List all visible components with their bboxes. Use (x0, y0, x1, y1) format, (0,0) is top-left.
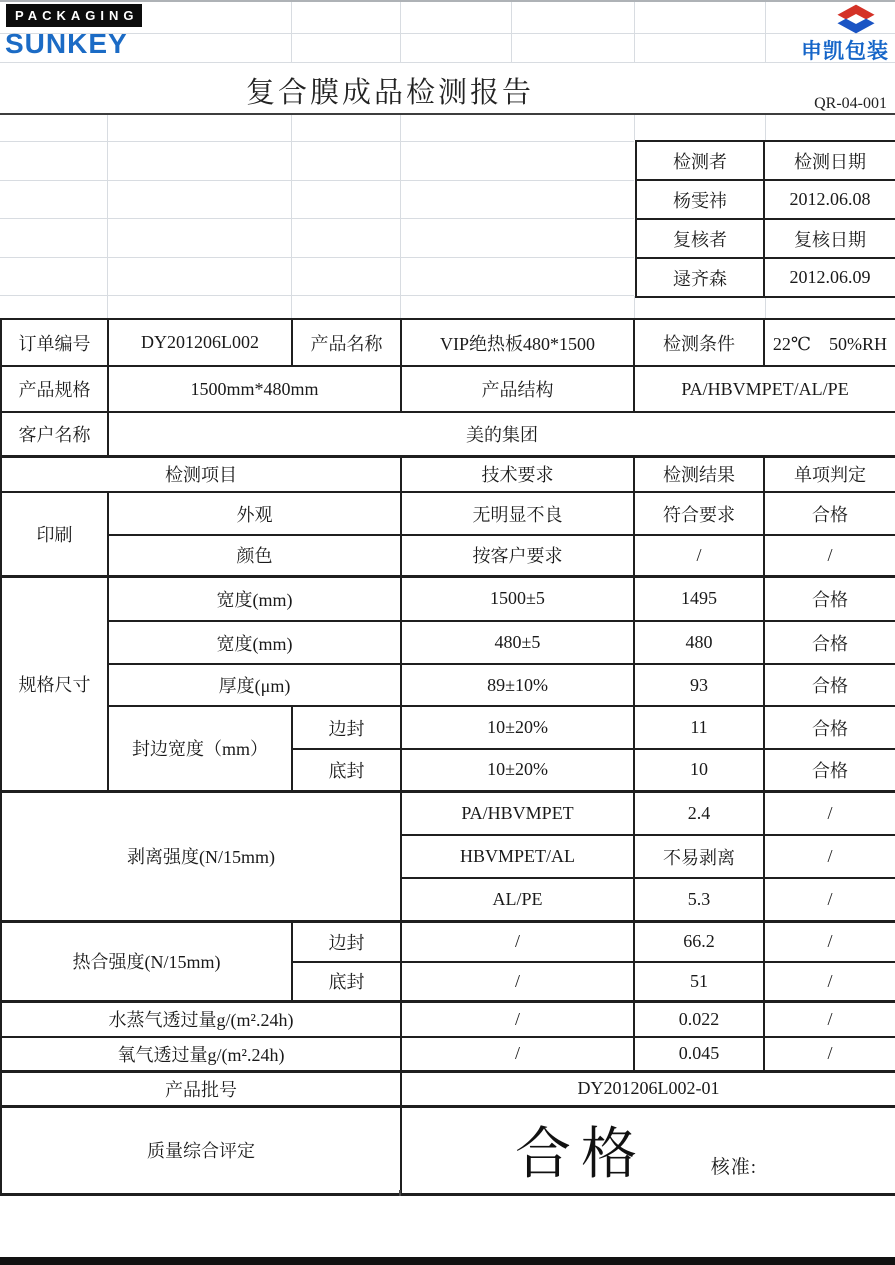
result-cell: 11 (634, 706, 764, 749)
results-table (0, 318, 895, 1196)
reviewer-header: 复核者 (636, 219, 764, 258)
inspector-name: 杨雯祎 (636, 180, 764, 219)
product-name-value: VIP绝热板480*1500 (401, 319, 634, 366)
grid-line (0, 33, 895, 34)
item-cell: 边封 (292, 921, 401, 962)
inspect-date-header: 检测日期 (764, 141, 895, 180)
judgment-cell: / (764, 878, 895, 921)
grid-line (0, 295, 634, 296)
product-spec-value: 1500mm*480mm (108, 366, 401, 412)
requirement-cell: 按客户要求 (401, 535, 634, 576)
grid-line (511, 2, 512, 62)
item-cell: 外观 (108, 492, 401, 535)
print-row (1, 492, 895, 535)
reviewer-name: 逯齐森 (636, 258, 764, 297)
judgment-cell: 合格 (764, 621, 895, 664)
product-name-label: 产品名称 (292, 319, 401, 366)
col-header-requirement: 技术要求 (401, 456, 634, 492)
order-no-value: DY201206L002 (108, 319, 292, 366)
overall-cell (401, 1106, 895, 1194)
requirement-cell: 无明显不良 (401, 492, 634, 535)
requirement-cell: 480±5 (401, 621, 634, 664)
result-cell: / (634, 535, 764, 576)
dimensions-group-label: 规格尺寸 (1, 576, 108, 791)
customer-row (1, 412, 895, 456)
inspector-header: 检测者 (636, 141, 764, 180)
result-cell: 480 (634, 621, 764, 664)
inspector-table (635, 140, 895, 298)
grid-line (634, 2, 635, 62)
peel-group-label: 剥离强度(N/15mm) (1, 791, 401, 921)
table-row (636, 180, 895, 219)
result-cell: 1495 (634, 576, 764, 621)
wvtr-label: 水蒸气透过量g/(m².24h) (1, 1001, 401, 1037)
otr-row (1, 1037, 895, 1071)
table-row (636, 258, 895, 297)
review-date-header: 复核日期 (764, 219, 895, 258)
shenkai-logo-icon (830, 3, 882, 35)
result-cell: 0.045 (634, 1037, 764, 1071)
col-header-item: 检测项目 (1, 456, 401, 492)
requirement-cell: / (401, 921, 634, 962)
order-info-row (1, 319, 895, 366)
requirement-cell: / (401, 1037, 634, 1071)
item-cell: AL/PE (401, 878, 634, 921)
grid-line (634, 296, 635, 318)
judgment-cell: / (764, 835, 895, 878)
grid-line (0, 0, 895, 2)
overall-row (1, 1106, 895, 1194)
result-cell: 符合要求 (634, 492, 764, 535)
grid-line (0, 180, 634, 181)
grid-line (291, 115, 292, 318)
grid-line (0, 141, 634, 142)
results-header-row (1, 456, 895, 492)
batch-row (1, 1071, 895, 1106)
batch-value: DY201206L002-01 (401, 1071, 895, 1106)
item-cell: 底封 (292, 962, 401, 1001)
print-group-label: 印刷 (1, 492, 108, 576)
item-cell: 边封 (292, 706, 401, 749)
grid-line (0, 218, 634, 219)
judgment-cell: / (764, 791, 895, 835)
judgment-cell: 合格 (764, 664, 895, 706)
packaging-logo: PACKAGING (6, 4, 142, 27)
requirement-cell: 10±20% (401, 749, 634, 791)
grid-line (765, 2, 766, 62)
grid-line (0, 257, 634, 258)
result-cell: 0.022 (634, 1001, 764, 1037)
grid-line (107, 115, 108, 318)
grid-line (400, 115, 401, 318)
item-cell: PA/HBVMPET (401, 791, 634, 835)
dimension-row (1, 576, 895, 621)
judgment-cell: 合格 (764, 576, 895, 621)
requirement-cell: / (401, 962, 634, 1001)
heat-seal-row (1, 921, 895, 962)
judgment-cell: 合格 (764, 492, 895, 535)
seal-width-label: 封边宽度（mm） (108, 706, 292, 791)
overall-wrap (402, 1108, 895, 1193)
grid-line (0, 62, 895, 63)
grid-line (765, 115, 766, 140)
bottom-bar (0, 1257, 895, 1265)
item-cell: 宽度(mm) (108, 621, 401, 664)
table-row (636, 141, 895, 180)
test-condition-value: 22℃ 50%RH (764, 319, 895, 366)
grid-stub (399, 1190, 401, 1196)
peel-row (1, 791, 895, 835)
judgment-cell: 合格 (764, 706, 895, 749)
result-cell: 10 (634, 749, 764, 791)
judgment-cell: 合格 (764, 749, 895, 791)
seal-width-row (1, 706, 895, 749)
grid-line (400, 2, 401, 62)
requirement-cell: 89±10% (401, 664, 634, 706)
grid-line (291, 2, 292, 62)
judgment-cell: / (764, 1001, 895, 1037)
col-header-result: 检测结果 (634, 456, 764, 492)
review-date: 2012.06.09 (764, 258, 895, 297)
product-structure-label: 产品结构 (401, 366, 634, 412)
customer-label: 客户名称 (1, 412, 108, 456)
requirement-cell: / (401, 1001, 634, 1037)
result-cell: 不易剥离 (634, 835, 764, 878)
col-header-judgment: 单项判定 (764, 456, 895, 492)
result-cell: 2.4 (634, 791, 764, 835)
overall-label: 质量综合评定 (1, 1106, 401, 1194)
product-spec-label: 产品规格 (1, 366, 108, 412)
heat-seal-group-label: 热合强度(N/15mm) (1, 921, 292, 1001)
title-rule (0, 113, 895, 115)
item-cell: 底封 (292, 749, 401, 791)
wvtr-row (1, 1001, 895, 1037)
dimension-row (1, 621, 895, 664)
shenkai-logo-text: 申凯包装 (801, 40, 889, 63)
requirement-cell: 10±20% (401, 706, 634, 749)
otr-label: 氧气透过量g/(m².24h) (1, 1037, 401, 1071)
table-row (636, 219, 895, 258)
item-cell: 颜色 (108, 535, 401, 576)
overall-result: 合格 (515, 1124, 647, 1186)
batch-label: 产品批号 (1, 1071, 401, 1106)
spec-row (1, 366, 895, 412)
doc-code: QR-04-001 (814, 95, 887, 112)
judgment-cell: / (764, 1037, 895, 1071)
result-cell: 93 (634, 664, 764, 706)
grid-line (765, 296, 766, 318)
order-no-label: 订单编号 (1, 319, 108, 366)
report-title: 复合膜成品检测报告 (245, 77, 534, 109)
sunkey-logo-text: SUNKEY (5, 28, 128, 59)
product-structure-value: PA/HBVMPET/AL/PE (634, 366, 895, 412)
dimension-row (1, 664, 895, 706)
result-cell: 66.2 (634, 921, 764, 962)
item-cell: 宽度(mm) (108, 576, 401, 621)
grid-line (634, 115, 635, 140)
item-cell: HBVMPET/AL (401, 835, 634, 878)
requirement-cell: 1500±5 (401, 576, 634, 621)
judgment-cell: / (764, 921, 895, 962)
judgment-cell: / (764, 535, 895, 576)
result-cell: 51 (634, 962, 764, 1001)
item-cell: 厚度(μm) (108, 664, 401, 706)
inspect-date: 2012.06.08 (764, 180, 895, 219)
customer-value: 美的集团 (108, 412, 895, 456)
approval-label: 核准: (710, 1156, 757, 1178)
judgment-cell: / (764, 962, 895, 1001)
print-row (1, 535, 895, 576)
result-cell: 5.3 (634, 878, 764, 921)
test-condition-label: 检测条件 (634, 319, 764, 366)
